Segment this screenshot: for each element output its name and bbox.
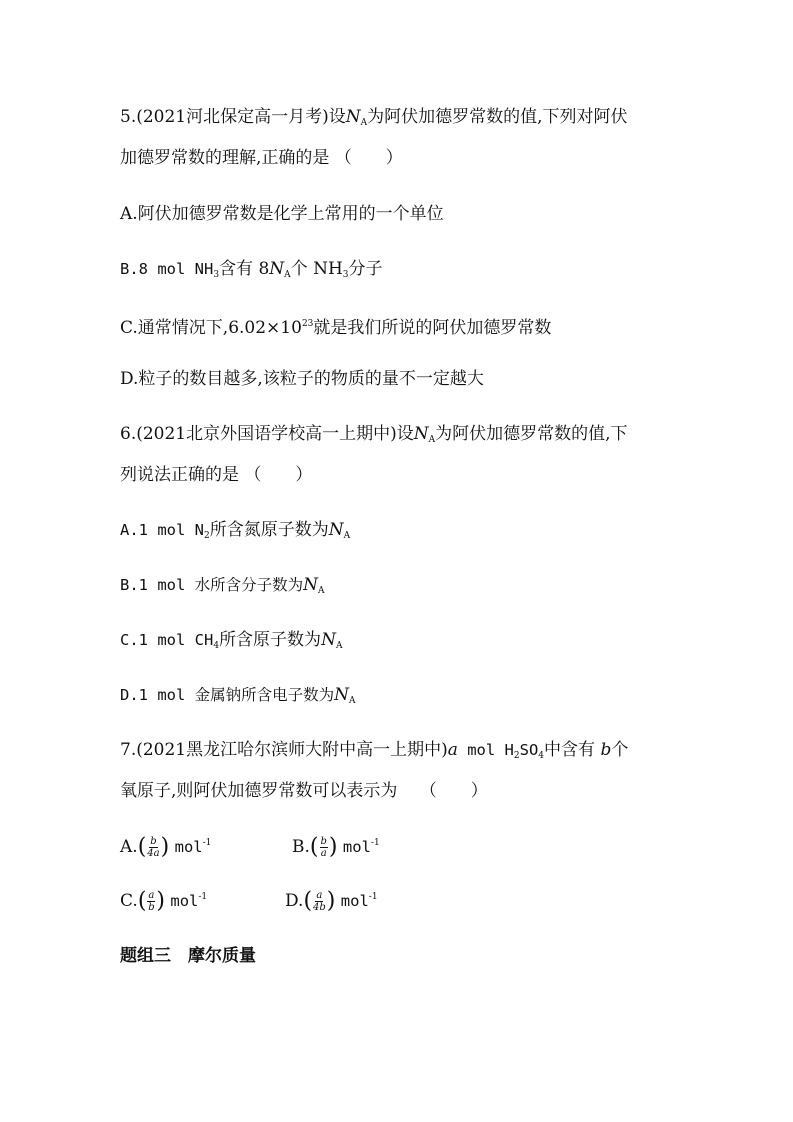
q6-option-d [120, 684, 356, 712]
q5-option-a: A.阿伏加德罗常数是化学上常用的一个单位 [120, 204, 444, 224]
q7-stem-line2: 氧原子,则阿伏加德罗常数可以表示为 （ ） [120, 781, 488, 801]
na-symbol: N [269, 259, 285, 279]
q7-option-a-fraction [147, 836, 159, 859]
q6-option-b-text: B.1 mol 水所含分子数为 [120, 576, 304, 594]
unit-mol: mol [342, 838, 371, 856]
na-subscript: A [335, 641, 343, 651]
q5-option-d: D.粒子的数目越多,该粒子的物质的量不一定越大 [120, 369, 484, 389]
fraction-numerator: b [320, 836, 327, 847]
q7-so: SO [519, 741, 539, 759]
q5-stem-line2: 加德罗常数的理解,正确的是 （ ） [120, 148, 403, 168]
q6-option-c-prefix: C.1 mol CH [120, 631, 214, 649]
fraction-numerator: a [148, 890, 155, 901]
q7-h-sub: 2 [513, 751, 520, 761]
fraction-denominator: b [148, 902, 155, 913]
q6-stem-line2: 列说法正确的是 （ ） [120, 465, 313, 485]
unit-exponent: -1 [198, 892, 208, 902]
q6-option-d-text: D.1 mol 金属钠所含电子数为 [120, 686, 335, 704]
na-subscript: A [343, 531, 351, 541]
q6-option-a-sub: 2 [204, 531, 210, 541]
na-symbol: N [413, 424, 429, 444]
q7-option-a [120, 834, 212, 860]
paren-close: ) [326, 888, 336, 914]
q6-option-a-prefix: A.1 mol N [120, 521, 204, 539]
q6-option-c-sub: 4 [213, 641, 220, 651]
fraction-numerator: b [150, 836, 157, 847]
unit-exponent: -1 [368, 892, 378, 902]
q6-stem-suffix: 为阿伏加德罗常数的值,下 [435, 424, 628, 444]
q6-stem-line1 [120, 423, 628, 451]
q5-option-c [120, 313, 551, 339]
na-symbol: N [321, 630, 336, 650]
q5-option-c-suffix: 就是我们所说的阿伏加德罗常数 [313, 318, 552, 338]
unit-mol: mol [174, 838, 203, 856]
q5-option-c-exponent: 23 [301, 319, 314, 329]
q7-option-d [285, 886, 378, 913]
paren-open: ( [309, 834, 319, 860]
q5-option-b-sub2: 3 [342, 270, 349, 280]
q5-option-b-mid: 含有 8 [219, 259, 270, 279]
unit-exponent: -1 [370, 838, 380, 848]
na-symbol: N [303, 575, 319, 595]
q7-stem-prefix: 7.(2021黑龙江哈尔滨师大附中高一上期中) [120, 740, 448, 760]
q5-stem-prefix: 5.(2021河北保定高一月考)设 [120, 107, 346, 127]
unit-exponent: -1 [202, 838, 212, 848]
q7-option-c-fraction [147, 890, 155, 913]
paren-open: ( [137, 888, 147, 914]
unit-mol: mol [340, 892, 369, 910]
fraction-denominator: a [320, 848, 327, 859]
na-subscript: A [360, 118, 368, 128]
na-subscript: A [349, 696, 356, 706]
paren-close: ) [156, 888, 165, 914]
paren-close: ) [328, 834, 338, 860]
q7-var-a: a [447, 740, 458, 760]
fraction-denominator: 4b [313, 902, 326, 913]
na-subscript: A [284, 270, 291, 280]
q7-var-b: b [600, 740, 612, 760]
na-subscript: A [428, 435, 436, 445]
q6-option-a [120, 519, 350, 547]
q7-so-sub: 4 [538, 751, 545, 761]
na-subscript: A [318, 586, 325, 596]
paren-close: ) [160, 834, 170, 860]
q6-option-c-suffix: 所含原子数为 [219, 630, 322, 650]
q7-option-c [120, 888, 208, 914]
section-heading: 题组三 摩尔质量 [120, 946, 256, 966]
q7-options-row1 [120, 832, 380, 862]
fraction-denominator: 4a [147, 848, 160, 859]
q7-option-a-label: A. [120, 837, 138, 857]
paren-open: ( [137, 834, 147, 860]
q6-stem-prefix: 6.(2021北京外国语学校高一上期中)设 [120, 424, 414, 444]
q5-option-c-prefix: C.通常情况下,6.02×10 [120, 318, 302, 338]
q5-option-b-sub1: 3 [213, 270, 220, 280]
paren-open: ( [303, 888, 313, 914]
q7-stem-line1 [120, 739, 628, 767]
q6-option-c [120, 629, 342, 657]
q7-mol-h: mol H [457, 741, 514, 759]
q6-option-b [120, 574, 325, 602]
q7-option-d-fraction [313, 890, 326, 913]
q5-option-b-mid2: 个 NH [290, 259, 343, 279]
q5-option-b [120, 258, 383, 286]
q6-option-a-suffix: 所含氮原子数为 [209, 520, 329, 540]
q7-option-b [292, 832, 380, 859]
q7-option-c-label: C. [120, 891, 138, 911]
q7-option-d-label: D. [285, 891, 304, 911]
na-symbol: N [345, 107, 361, 127]
q7-stem-suffix: 个 [611, 740, 629, 760]
q7-option-b-label: B. [292, 837, 310, 857]
unit-mol: mol [170, 892, 199, 910]
na-symbol: N [334, 685, 350, 705]
q5-stem-suffix: 为阿伏加德罗常数的值,下列对阿伏 [367, 107, 628, 127]
q5-stem-line1 [120, 106, 628, 134]
q7-option-b-fraction [320, 836, 328, 859]
na-symbol: N [328, 520, 344, 540]
q7-options-row2 [120, 886, 378, 916]
q5-option-b-prefix: B.8 mol NH [120, 260, 214, 278]
q7-stem-mid: 中含有 [544, 740, 601, 760]
q5-option-b-suffix: 分子 [348, 259, 383, 279]
fraction-numerator: a [316, 890, 323, 901]
